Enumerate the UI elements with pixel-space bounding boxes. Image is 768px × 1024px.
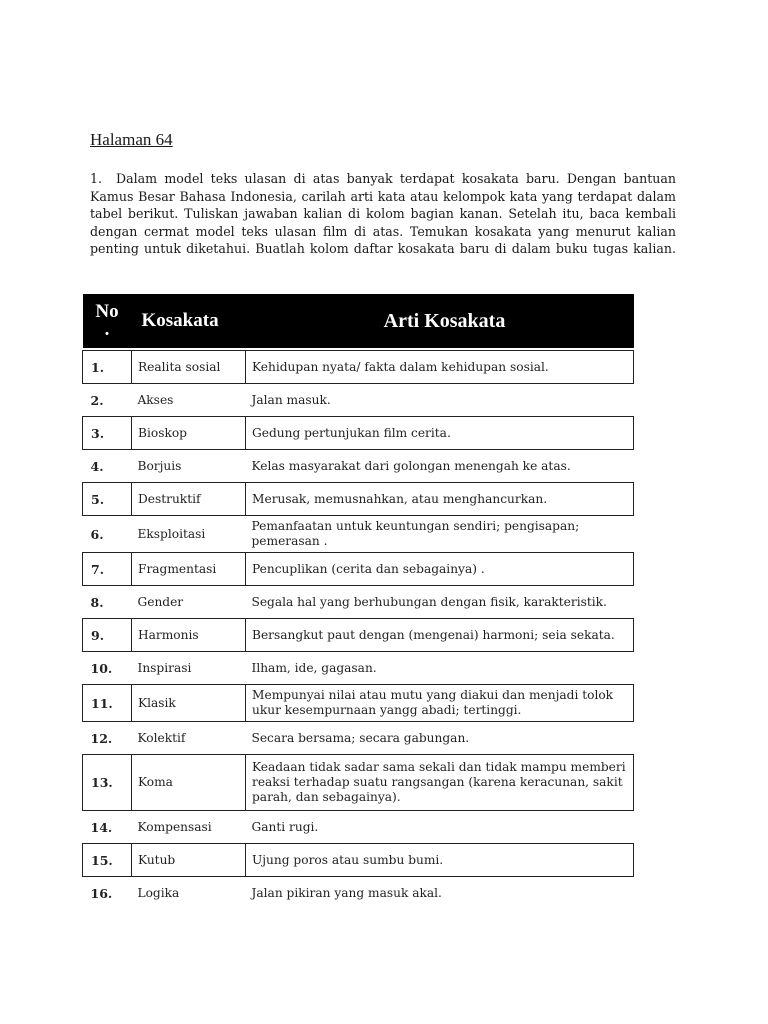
table-row (83, 844, 634, 877)
table-row (83, 722, 634, 755)
row-number: 2. (90, 392, 104, 408)
row-kosakata: Bioskop (132, 417, 246, 450)
row-arti: Ganti rugi. (251, 819, 319, 834)
table-row (83, 516, 634, 553)
table-row (83, 685, 634, 722)
row-number: 7. (83, 553, 132, 586)
table-body (83, 348, 634, 910)
table-row (83, 450, 634, 483)
row-kosakata: Eksploitasi (137, 526, 206, 541)
instruction-paragraph (90, 170, 676, 258)
row-number: 12. (90, 730, 113, 746)
table-row (83, 417, 634, 450)
instruction-text: Dalam model teks ulasan di atas banyak terdapat kosakata baru. Dengan bantuan Kamus Besar Bahasa Indonesia, carilah arti kata atau kelompok kata yang terdapat dalam tabel berikut. Tuliskan jawaban kalian di kolom bagian kanan. Setelah itu, baca kembali dengan cermat model teks ulasan film di atas. Temukan kosakata yang menurut kalian penting untuk diketahui. Buatlah kolom daftar kosakata baru di dalam buku tugas kalian. (90, 171, 676, 256)
row-arti: Bersangkut paut dengan (mengenai) harmoni; seia sekata. (246, 619, 634, 652)
table-row (83, 755, 634, 811)
row-kosakata: Fragmentasi (132, 553, 246, 586)
row-arti: Segala hal yang berhubungan dengan fisik, karakteristik. (251, 594, 607, 609)
table-row (83, 652, 634, 685)
row-arti: Kehidupan nyata/ fakta dalam kehidupan sosial. (246, 351, 634, 384)
row-kosakata: Inspirasi (137, 660, 192, 675)
instruction-number: 1. (90, 171, 103, 186)
row-number: 14. (90, 819, 113, 835)
table-row (83, 619, 634, 652)
row-kosakata: Harmonis (132, 619, 246, 652)
row-arti: Mempunyai nilai atau mutu yang diakui dan menjadi tolok ukur kesempurnaan yangg abadi; tertinggi. (246, 685, 634, 722)
row-kosakata: Kutub (132, 844, 246, 877)
header-arti-kosakata: Arti Kosakata (383, 309, 506, 332)
row-arti: Ilham, ide, gagasan. (251, 660, 377, 675)
row-number: 10. (90, 660, 113, 676)
row-arti: Kelas masyarakat dari golongan menengah ke atas. (251, 458, 571, 473)
row-number: 6. (90, 526, 104, 542)
row-number: 3. (83, 417, 132, 450)
table-row (83, 483, 634, 516)
row-kosakata: Destruktif (132, 483, 246, 516)
header-no: No . (95, 301, 119, 340)
row-arti: Secara bersama; secara gabungan. (251, 730, 470, 745)
row-arti: Ujung poros atau sumbu bumi. (246, 844, 634, 877)
row-arti: Keadaan tidak sadar sama sekali dan tidak mampu memberi reaksi terhadap suatu rangsangan (karena keracunan, sakit parah, dan sebagainya). (246, 755, 634, 811)
row-kosakata: Kolektif (137, 730, 186, 745)
row-number: 13. (83, 755, 132, 811)
row-kosakata: Klasik (132, 685, 246, 722)
row-number: 16. (90, 885, 113, 901)
row-kosakata: Koma (132, 755, 246, 811)
row-kosakata: Borjuis (137, 458, 182, 473)
row-number: 8. (90, 594, 104, 610)
row-kosakata: Logika (137, 885, 180, 900)
row-kosakata: Realita sosial (132, 351, 246, 384)
row-arti: Pencuplikan (cerita dan sebagainya) . (246, 553, 634, 586)
table-row (83, 351, 634, 384)
row-kosakata: Gender (137, 594, 184, 609)
row-arti: Gedung pertunjukan film cerita. (246, 417, 634, 450)
vocabulary-table (82, 294, 634, 910)
row-kosakata: Akses (137, 392, 174, 407)
table-row (83, 877, 634, 910)
row-kosakata: Kompensasi (137, 819, 212, 834)
row-number: 1. (83, 351, 132, 384)
row-arti: Merusak, memusnahkan, atau menghancurkan. (246, 483, 634, 516)
row-arti: Jalan masuk. (251, 392, 331, 407)
row-arti: Pemanfaatan untuk keuntungan sendiri; pengisapan; pemerasan . (251, 519, 580, 548)
page-heading: Halaman 64 (90, 130, 173, 149)
table-row (83, 553, 634, 586)
row-number: 5. (83, 483, 132, 516)
row-number: 9. (83, 619, 132, 652)
header-kosakata: Kosakata (141, 310, 219, 331)
table-header-row (83, 294, 634, 348)
table-row (83, 586, 634, 619)
row-number: 15. (83, 844, 132, 877)
row-arti: Jalan pikiran yang masuk akal. (251, 885, 442, 900)
row-number: 11. (83, 685, 132, 722)
row-number: 4. (90, 458, 104, 474)
table-row (83, 811, 634, 844)
table-row (83, 384, 634, 417)
